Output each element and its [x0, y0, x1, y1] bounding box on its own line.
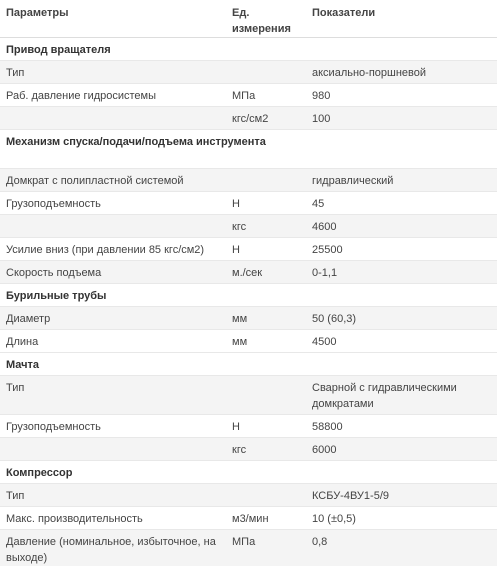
cell-unit: мм	[226, 307, 306, 330]
section-title: Привод вращателя	[0, 38, 497, 61]
cell-value: 100	[306, 107, 497, 130]
cell-unit	[226, 61, 306, 84]
cell-parameter: Тип	[0, 376, 226, 415]
section-title: Компрессор	[0, 461, 497, 484]
section-row	[0, 284, 497, 307]
cell-value: КСБУ-4ВУ1-5/9	[306, 484, 497, 507]
cell-value: 6000	[306, 438, 497, 461]
cell-parameter: Усилие вниз (при давлении 85 кгс/см2)	[0, 238, 226, 261]
cell-parameter: Тип	[0, 61, 226, 84]
cell-unit: м3/мин	[226, 507, 306, 530]
cell-value: 0,8	[306, 530, 497, 566]
table-row	[0, 192, 497, 215]
section-row	[0, 353, 497, 376]
cell-unit	[226, 169, 306, 192]
cell-parameter	[0, 438, 226, 461]
section-row	[0, 38, 497, 61]
table-row	[0, 507, 497, 530]
cell-value: 0-1,1	[306, 261, 497, 284]
cell-unit: кгс	[226, 438, 306, 461]
section-title: Мачта	[0, 353, 497, 376]
cell-value: гидравлический	[306, 169, 497, 192]
cell-parameter: Диаметр	[0, 307, 226, 330]
table-row	[0, 107, 497, 130]
cell-unit: Н	[226, 415, 306, 438]
table-row	[0, 238, 497, 261]
cell-value: 45	[306, 192, 497, 215]
cell-parameter: Макс. производительность	[0, 507, 226, 530]
cell-parameter	[0, 215, 226, 238]
cell-unit: кгс/см2	[226, 107, 306, 130]
table-header-row	[0, 0, 497, 38]
cell-value: 50 (60,3)	[306, 307, 497, 330]
section-title: Механизм спуска/подачи/подъема инструмента	[0, 130, 497, 169]
table-row	[0, 261, 497, 284]
table-row	[0, 415, 497, 438]
cell-parameter: Тип	[0, 484, 226, 507]
cell-unit: Н	[226, 192, 306, 215]
table-row	[0, 169, 497, 192]
cell-parameter: Скорость подъема	[0, 261, 226, 284]
cell-parameter	[0, 107, 226, 130]
cell-value: 4500	[306, 330, 497, 353]
table-row	[0, 438, 497, 461]
cell-parameter: Давление (номинальное, избыточное, на выходе)	[0, 530, 226, 566]
cell-value: Сварной с гидравлическими домкратами	[306, 376, 497, 415]
cell-value: 980	[306, 84, 497, 107]
cell-parameter: Грузоподъемность	[0, 192, 226, 215]
header-unit: Ед. измерения	[226, 0, 306, 38]
table-row	[0, 307, 497, 330]
cell-value: 58800	[306, 415, 497, 438]
header-values: Показатели	[306, 0, 497, 38]
cell-unit: Н	[226, 238, 306, 261]
cell-unit	[226, 376, 306, 415]
table-row	[0, 215, 497, 238]
cell-unit: МПа	[226, 530, 306, 566]
table-row	[0, 84, 497, 107]
cell-value: 4600	[306, 215, 497, 238]
table-body	[0, 38, 497, 566]
cell-unit: м./сек	[226, 261, 306, 284]
table-row	[0, 330, 497, 353]
cell-unit: мм	[226, 330, 306, 353]
cell-value: аксиально-поршневой	[306, 61, 497, 84]
section-row	[0, 130, 497, 169]
cell-unit	[226, 484, 306, 507]
table-row	[0, 484, 497, 507]
section-title: Бурильные трубы	[0, 284, 497, 307]
table-row	[0, 376, 497, 415]
cell-unit: кгс	[226, 215, 306, 238]
header-parameters: Параметры	[0, 0, 226, 38]
table-row	[0, 61, 497, 84]
section-row	[0, 461, 497, 484]
cell-parameter: Домкрат с полипластной системой	[0, 169, 226, 192]
cell-unit: МПа	[226, 84, 306, 107]
cell-parameter: Грузоподъемность	[0, 415, 226, 438]
cell-value: 10 (±0,5)	[306, 507, 497, 530]
cell-parameter: Длина	[0, 330, 226, 353]
cell-value: 25500	[306, 238, 497, 261]
cell-parameter: Раб. давление гидросистемы	[0, 84, 226, 107]
